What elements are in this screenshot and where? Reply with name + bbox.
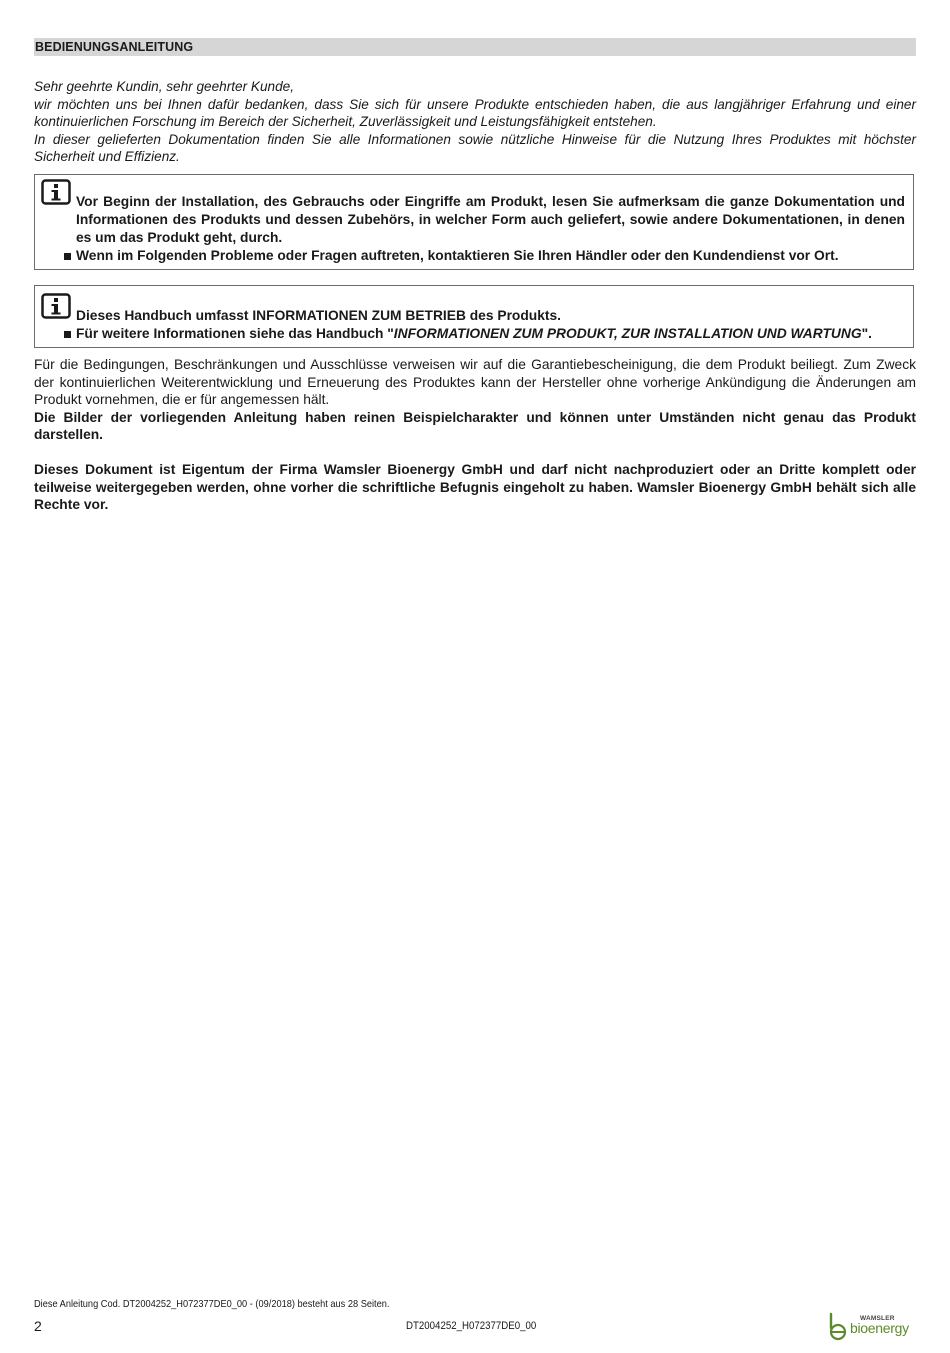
images-disclaimer: Die Bilder der vorliegenden Anleitung haben reinen Beispielcharakter und können unter Umständen nicht genau das Produkt darstellen. (34, 409, 916, 442)
document-code: DT2004252_H072377DE0_00 (406, 1320, 537, 1332)
notice-text: Vor Beginn der Installation, des Gebrauchs oder Eingriffe am Produkt, lesen Sie aufmerksam die ganze Dokumentation und Informationen des Produkts und dessen Zubehörs, in welcher Form auch geliefert, sowie andere Dokumentationen, in denen es um das Produkt geht, durch. (76, 194, 905, 245)
logo-bioenergy-text: bioenergy (850, 1320, 909, 1336)
warranty-paragraph: Für die Bedingungen, Beschränkungen und Ausschlüsse verweisen wir auf die Garantiebescheinigung, die dem Produkt beiliegt. Zum Zweck der kontinuierlichen Weiterentwicklung und Erneuerung des Produktes kann der Hersteller ohne vorherige Ankündigung die Änderungen am Produkt vornehmen, die er für angemessen hält. (34, 357, 916, 407)
info-icon (41, 179, 71, 205)
info-icon (41, 293, 71, 319)
bullet-square-icon (64, 253, 71, 260)
wamsler-bioenergy-logo (826, 1312, 909, 1342)
copyright-notice: Dieses Dokument ist Eigentum der Firma Wamsler Bioenergy GmbH und darf nicht nachproduziert oder an Dritte komplett oder teilweise weitergegeben werden, ohne vorher die schriftliche Befugnis eingeholt zu haben. Wamsler Bioenergy GmbH behält sich alle Rechte vor. (34, 462, 916, 512)
footer-note: Diese Anleitung Cod. DT2004252_H072377DE0_00 - (09/2018) besteht aus 28 Seiten. (34, 1298, 390, 1310)
intro-letter (34, 78, 916, 166)
salutation: Sehr geehrte Kundin, sehr geehrter Kunde, (34, 79, 294, 94)
section-header-bar (34, 38, 916, 56)
notice-bullet-text: Wenn im Folgenden Probleme oder Fragen auftreten, kontaktieren Sie Ihren Händler oder den Kundendienst vor Ort. (76, 248, 839, 263)
notice-bullet-prefix: Für weitere Informationen siehe das Handbuch " (76, 326, 394, 341)
notice-bullet-suffix: ". (861, 326, 872, 341)
intro-paragraph: In dieser gelieferten Dokumentation finden Sie alle Informationen sowie nützliche Hinweise für die Nutzung Ihres Produktes mit höchster Sicherheit und Effizienz. (34, 131, 916, 164)
notice-text: Dieses Handbuch umfasst INFORMATIONEN ZUM BETRIEB des Produkts. (76, 308, 561, 323)
body-text (34, 356, 916, 514)
info-notice-box (34, 174, 914, 270)
info-notice-box (34, 285, 914, 348)
bullet-square-icon (64, 331, 71, 338)
logo-mark-icon (826, 1312, 852, 1342)
notice-bullet (76, 247, 905, 265)
section-title: BEDIENUNGSANLEITUNG (35, 40, 194, 54)
page-number: 2 (34, 1318, 42, 1334)
logo-wamsler-text: WAMSLER (860, 1315, 895, 1322)
notice-bullet (76, 325, 905, 343)
intro-paragraph: wir möchten uns bei Ihnen dafür bedanken, dass Sie sich für unsere Produkte entschieden haben, die aus langjähriger Erfahrung und einer kontinuierlichen Forschung im Bereich der Sicherheit, Zuverlässigkeit und Leistungsfähigkeit entstehen. (34, 96, 916, 129)
manual-title-reference: INFORMATIONEN ZUM PRODUKT, ZUR INSTALLATION UND WARTUNG (393, 326, 862, 341)
